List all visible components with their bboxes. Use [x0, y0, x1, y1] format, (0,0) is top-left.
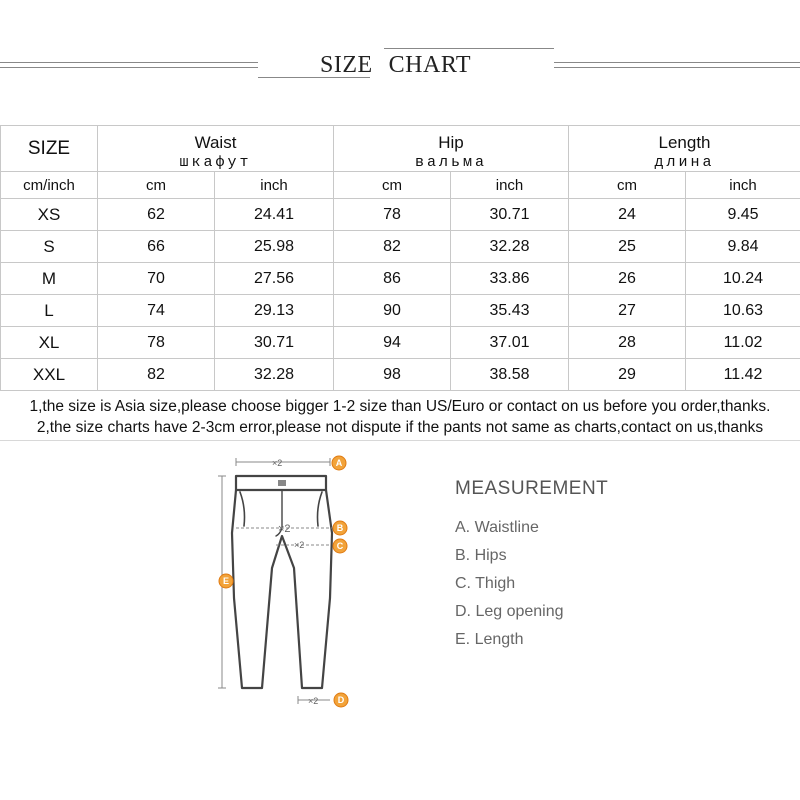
table-cell: 25: [569, 231, 686, 263]
table-cell: 98: [334, 359, 451, 391]
row-size: S: [1, 231, 98, 263]
divider: [0, 440, 800, 441]
table-cell: 25.98: [215, 231, 334, 263]
row-size: L: [1, 295, 98, 327]
table-cell: 74: [98, 295, 215, 327]
header-rule-right-step: [384, 48, 554, 49]
marker-b-label: B: [336, 523, 344, 533]
marker-a-label: A: [335, 458, 343, 468]
title-word-size: SIZE: [320, 52, 373, 78]
table-cell: 33.86: [451, 263, 569, 295]
unit-inch: inch: [451, 172, 569, 199]
row-size: XS: [1, 199, 98, 231]
table-cell: 32.28: [451, 231, 569, 263]
measurement-item-waistline: A. Waistline: [455, 519, 539, 536]
pants-button: [278, 480, 286, 486]
page-title: [320, 52, 487, 79]
table-row: [1, 231, 800, 263]
hip-header-ru: вальма: [334, 153, 569, 172]
table-cell: 66: [98, 231, 215, 263]
times2-label-c: ×2: [294, 540, 305, 550]
waist-header-ru: шкафут: [98, 153, 334, 172]
table-cell: 9.84: [686, 231, 800, 263]
table-cell: 82: [98, 359, 215, 391]
header-rule-left-top: [0, 62, 258, 63]
length-header-ru: длина: [569, 153, 800, 172]
marker-d-label: D: [337, 695, 345, 705]
marker-c-label: C: [336, 541, 344, 551]
unit-inch: inch: [215, 172, 334, 199]
row-size: M: [1, 263, 98, 295]
table-cell: 24.41: [215, 199, 334, 231]
table-cell: 9.45: [686, 199, 800, 231]
table-cell: 30.71: [451, 199, 569, 231]
header: [0, 40, 800, 100]
table-cell: 37.01: [451, 327, 569, 359]
times2-label-b: ×2: [278, 523, 291, 535]
row-size: XXL: [1, 359, 98, 391]
pants-pocket-right: [318, 492, 323, 526]
table-row: [1, 295, 800, 327]
table-cell: 27: [569, 295, 686, 327]
notes: [0, 396, 800, 438]
measurement-item-length: E. Length: [455, 631, 524, 648]
table-cell: 32.28: [215, 359, 334, 391]
table-cell: 94: [334, 327, 451, 359]
header-rule-right-bottom: [554, 67, 800, 68]
table-cell: 27.56: [215, 263, 334, 295]
note-2: 2,the size charts have 2-3cm error,please not dispute if the pants not same as charts,contact on us,thanks: [36, 419, 764, 436]
table-cell: 70: [98, 263, 215, 295]
measurement-item-hips: B. Hips: [455, 547, 507, 564]
table-cell: 28: [569, 327, 686, 359]
unit-cm: cm: [98, 172, 215, 199]
unit-cm: cm: [569, 172, 686, 199]
table-row: [1, 327, 800, 359]
table-cell: 90: [334, 295, 451, 327]
table-row: [1, 359, 800, 391]
table-row: [1, 263, 800, 295]
unit-label: cm/inch: [1, 172, 98, 199]
table-cell: 26: [569, 263, 686, 295]
header-rule-left-bottom: [0, 67, 258, 68]
table-cell: 78: [334, 199, 451, 231]
table-cell: 29.13: [215, 295, 334, 327]
table-cell: 78: [98, 327, 215, 359]
measurement-legend: [455, 478, 608, 654]
waist-header: Waist: [98, 126, 334, 154]
unit-inch: inch: [686, 172, 800, 199]
table-cell: 38.58: [451, 359, 569, 391]
measurement-item-thigh: C. Thigh: [455, 575, 516, 592]
pants-diagram: [210, 448, 360, 718]
table-cell: 11.02: [686, 327, 800, 359]
table-cell: 35.43: [451, 295, 569, 327]
marker-e-label: E: [222, 576, 230, 586]
times2-label-a: ×2: [272, 458, 283, 468]
measurement-title: MEASUREMENT: [455, 478, 609, 499]
hip-header: Hip: [334, 126, 569, 154]
table-cell: 62: [98, 199, 215, 231]
table-cell: 82: [334, 231, 451, 263]
table-cell: 86: [334, 263, 451, 295]
unit-cm: cm: [334, 172, 451, 199]
table-cell: 30.71: [215, 327, 334, 359]
table-cell: 10.63: [686, 295, 800, 327]
length-header: Length: [569, 126, 800, 154]
table-row: [1, 199, 800, 231]
row-size: XL: [1, 327, 98, 359]
table-cell: 29: [569, 359, 686, 391]
times2-label-d: ×2: [308, 696, 319, 706]
table-cell: 24: [569, 199, 686, 231]
table-cell: 10.24: [686, 263, 800, 295]
header-rule-right-top: [554, 62, 800, 63]
table-cell: 11.42: [686, 359, 800, 391]
measurement-item-leg-opening: D. Leg opening: [455, 603, 564, 620]
size-header: SIZE: [1, 126, 98, 172]
note-1: 1,the size is Asia size,please choose bigger 1-2 size than US/Euro or contact on us before you order,thanks.: [29, 398, 771, 415]
pants-pocket-left: [240, 492, 245, 526]
size-table: [0, 125, 800, 391]
title-word-chart: CHART: [388, 52, 472, 78]
